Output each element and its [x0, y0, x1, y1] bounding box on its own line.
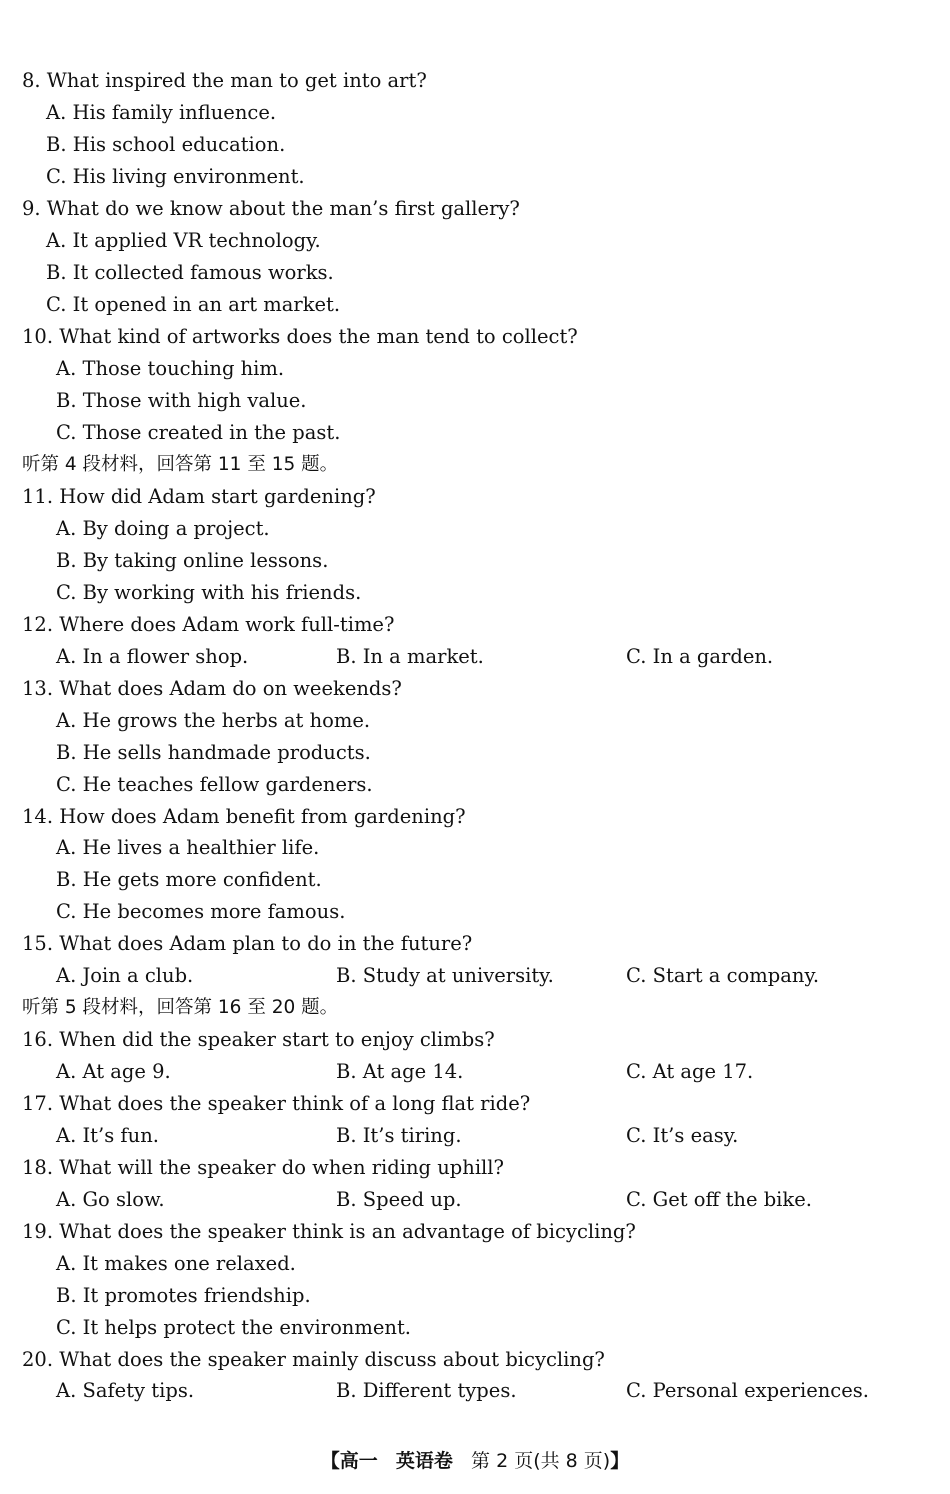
q9-option-a: A. It applied VR technology.	[46, 229, 321, 252]
q11-option-b: B. By taking online lessons.	[56, 549, 329, 572]
q15-options	[0, 960, 950, 992]
question-18: 18. What will the speaker do when riding uphill?	[22, 1156, 504, 1179]
q18-options	[0, 1184, 950, 1216]
q12-option-b: B. In a market.	[336, 645, 484, 668]
q10-option-a: A. Those touching him.	[56, 357, 285, 380]
q12-options	[0, 641, 950, 673]
q13-option-b: B. He sells handmade products.	[56, 741, 371, 764]
q14-option-b: B. He gets more confident.	[56, 868, 322, 891]
q8-option-a: A. His family influence.	[46, 101, 277, 124]
q16-option-c: C. At age 17.	[626, 1060, 754, 1083]
q8-option-b: B. His school education.	[46, 133, 286, 156]
q16-option-b: B. At age 14.	[336, 1060, 464, 1083]
q17-option-b: B. It’s tiring.	[336, 1124, 462, 1147]
q12-option-a: A. In a flower shop.	[56, 645, 249, 668]
q17-option-a: A. It’s fun.	[56, 1124, 159, 1147]
q16-options	[0, 1056, 950, 1088]
q13-option-a: A. He grows the herbs at home.	[56, 709, 371, 732]
q15-option-b: B. Study at university.	[336, 964, 554, 987]
question-19: 19. What does the speaker think is an advantage of bicycling?	[22, 1220, 636, 1243]
question-20: 20. What does the speaker mainly discuss about bicycling?	[22, 1348, 605, 1371]
page-footer	[0, 1445, 950, 1477]
footer-subject: 英语卷	[395, 1450, 453, 1472]
q14-option-a: A. He lives a healthier life.	[56, 836, 320, 859]
q11-option-a: A. By doing a project.	[56, 517, 270, 540]
q17-option-c: C. It’s easy.	[626, 1124, 739, 1147]
footer-bracket-close: 】	[610, 1450, 630, 1472]
q17-options	[0, 1120, 950, 1152]
footer-bracket-open: 【	[320, 1450, 340, 1472]
q20-option-b: B. Different types.	[336, 1379, 517, 1402]
q18-option-a: A. Go slow.	[56, 1188, 165, 1211]
q10-option-c: C. Those created in the past.	[56, 421, 341, 444]
q18-option-c: C. Get off the bike.	[626, 1188, 812, 1211]
question-17: 17. What does the speaker think of a long flat ride?	[22, 1092, 531, 1115]
question-8: 8. What inspired the man to get into art?	[22, 69, 427, 92]
q19-option-a: A. It makes one relaxed.	[56, 1252, 296, 1275]
q19-option-b: B. It promotes friendship.	[56, 1284, 311, 1307]
question-9: 9. What do we know about the man’s first gallery?	[22, 197, 520, 220]
footer-page-number: 第 2 页(共 8 页)	[471, 1450, 611, 1472]
q14-option-c: C. He becomes more famous.	[56, 900, 346, 923]
q10-option-b: B. Those with high value.	[56, 389, 307, 412]
q8-option-c: C. His living environment.	[46, 165, 305, 188]
q20-option-a: A. Safety tips.	[56, 1379, 195, 1402]
q19-option-c: C. It helps protect the environment.	[56, 1316, 411, 1339]
question-16: 16. When did the speaker start to enjoy climbs?	[22, 1028, 495, 1051]
section-4-instruction: 听第 4 段材料，回答第 11 至 15 题。	[22, 454, 339, 475]
question-15: 15. What does Adam plan to do in the future?	[22, 932, 473, 955]
q18-option-b: B. Speed up.	[336, 1188, 462, 1211]
question-14: 14. How does Adam benefit from gardening?	[22, 805, 466, 828]
q9-option-b: B. It collected famous works.	[46, 261, 334, 284]
q11-option-c: C. By working with his friends.	[56, 581, 362, 604]
question-12: 12. Where does Adam work full-time?	[22, 613, 395, 636]
footer-grade: 高一	[339, 1450, 378, 1472]
q9-option-c: C. It opened in an art market.	[46, 293, 341, 316]
q12-option-c: C. In a garden.	[626, 645, 774, 668]
q20-option-c: C. Personal experiences.	[626, 1379, 869, 1402]
q20-options	[0, 1375, 950, 1407]
question-13: 13. What does Adam do on weekends?	[22, 677, 402, 700]
question-10: 10. What kind of artworks does the man tend to collect?	[22, 325, 578, 348]
section-5-instruction: 听第 5 段材料，回答第 16 至 20 题。	[22, 997, 339, 1018]
q15-option-a: A. Join a club.	[56, 964, 194, 987]
q16-option-a: A. At age 9.	[56, 1060, 171, 1083]
q13-option-c: C. He teaches fellow gardeners.	[56, 773, 373, 796]
q15-option-c: C. Start a company.	[626, 964, 820, 987]
question-11: 11. How did Adam start gardening?	[22, 485, 376, 508]
